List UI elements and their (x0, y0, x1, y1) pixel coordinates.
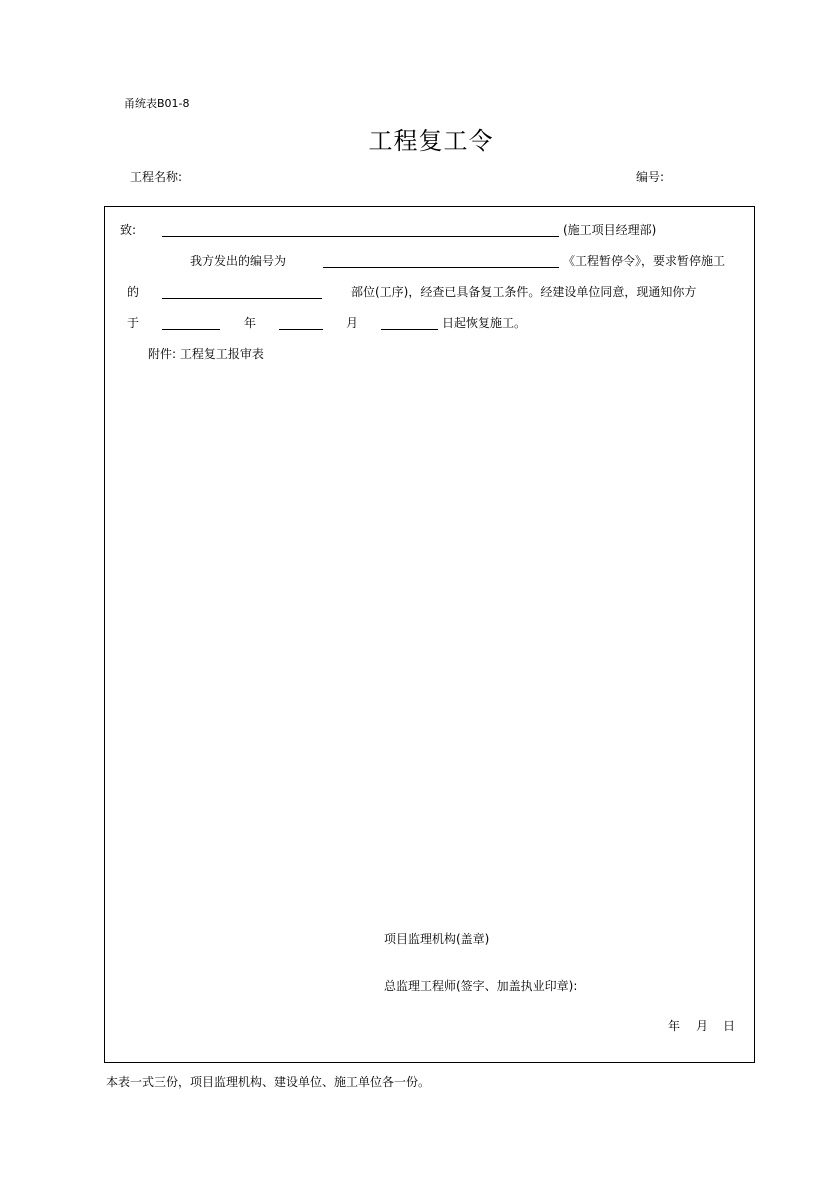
year-label: 年 (244, 316, 257, 330)
notice-number-suffix: 《工程暂停令》，要求暂停施工 (563, 254, 726, 268)
sign-date-day: 日 (723, 1019, 736, 1033)
chief-engineer-label: 总监理工程师(签字、加盖执业印章): (384, 979, 578, 993)
sign-date-year: 年 (668, 1019, 681, 1033)
part-suffix: 部位(工序)，经查已具备复工条件。经建设单位同意，现通知你方 (351, 285, 697, 299)
resume-text: 日起恢复施工。 (442, 316, 527, 330)
day-blank[interactable] (381, 329, 438, 330)
notice-number-prefix: 我方发出的编号为 (190, 254, 287, 268)
to-label: 致: (120, 223, 137, 237)
project-name-label: 工程名称: (130, 170, 183, 184)
year-blank[interactable] (162, 329, 220, 330)
recipient-suffix: (施工项目经理部) (563, 223, 657, 237)
part-prefix: 的 (127, 285, 140, 299)
page-title: 工程复工令 (368, 127, 494, 155)
date-prefix: 于 (127, 316, 140, 330)
attachment-label: 附件: 工程复工报审表 (148, 347, 264, 361)
footer-note: 本表一式三份，项目监理机构、建设单位、施工单位各一份。 (106, 1075, 431, 1089)
form-code: 甬统表B01-8 (124, 97, 190, 110)
sign-date-month: 月 (696, 1019, 709, 1033)
month-blank[interactable] (279, 329, 323, 330)
recipient-blank[interactable] (162, 236, 559, 237)
month-label: 月 (346, 316, 359, 330)
part-blank[interactable] (162, 298, 322, 299)
notice-number-blank[interactable] (323, 267, 559, 268)
supervision-org-label: 项目监理机构(盖章) (384, 932, 490, 946)
serial-number-label: 编号: (636, 170, 665, 184)
